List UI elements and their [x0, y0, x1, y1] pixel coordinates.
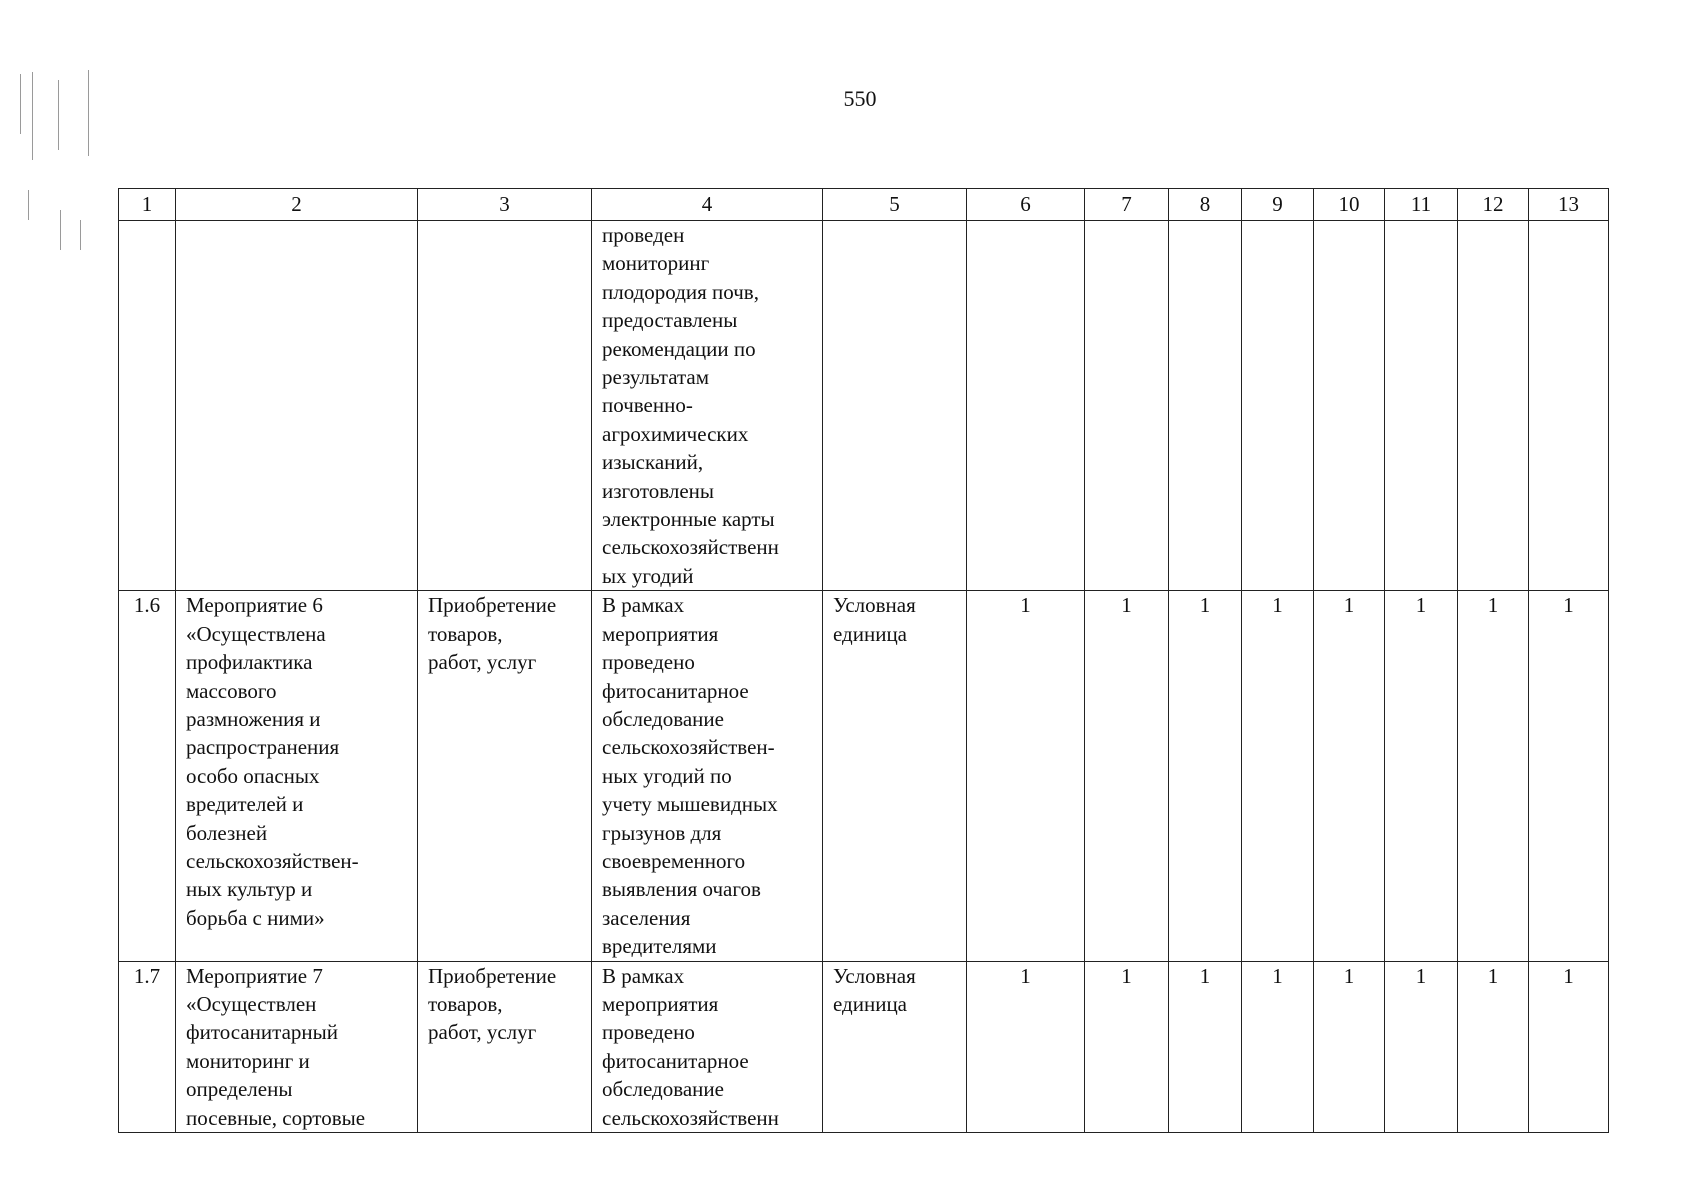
unit-cell: Условная единица [823, 591, 967, 961]
value-cell: 1 [1169, 961, 1242, 1132]
data-table [118, 188, 1609, 1133]
value-cell: 1 [1385, 961, 1458, 1132]
table-row [119, 221, 1609, 591]
value-cell [1314, 221, 1385, 591]
value-cell: 1 [1169, 591, 1242, 961]
description-cell: В рамках мероприятия проведено фитосанитарное обследование сельскохозяйствен- ных угодий по учету мышевидных грызунов для своевременного выявления очагов заселения вредителями [592, 591, 823, 961]
value-cell: 1 [1085, 591, 1169, 961]
value-cell [1529, 221, 1609, 591]
value-cell: 1 [1458, 961, 1529, 1132]
description-cell: проведен мониторинг плодородия почв, предоставлены рекомендации по результатам почвенно- агрохимических изысканий, изготовлены электронные карты сельскохозяйственн ых угодий [592, 221, 823, 591]
header-cell: 12 [1458, 189, 1529, 221]
unit-cell: Условная единица [823, 961, 967, 1132]
page-number: 550 [843, 86, 877, 111]
value-cell: 1 [1529, 591, 1609, 961]
value-cell [1169, 221, 1242, 591]
value-cell [1085, 221, 1169, 591]
value-cell: 1 [967, 961, 1085, 1132]
scan-artifact [18, 70, 98, 290]
event-name-cell [176, 221, 418, 591]
expense-type-cell: Приобретение товаров, работ, услуг [418, 591, 592, 961]
unit-cell [823, 221, 967, 591]
value-cell [1385, 221, 1458, 591]
value-cell: 1 [1314, 961, 1385, 1132]
value-cell: 1 [1242, 591, 1314, 961]
header-cell: 11 [1385, 189, 1458, 221]
header-cell: 3 [418, 189, 592, 221]
row-number-cell: 1.7 [119, 961, 176, 1132]
header-cell: 6 [967, 189, 1085, 221]
value-cell: 1 [1085, 961, 1169, 1132]
table-row [119, 961, 1609, 1132]
header-cell: 5 [823, 189, 967, 221]
value-cell [1242, 221, 1314, 591]
header-cell: 10 [1314, 189, 1385, 221]
header-cell: 9 [1242, 189, 1314, 221]
description-cell: В рамках мероприятия проведено фитосанитарное обследование сельскохозяйственн [592, 961, 823, 1132]
row-number-cell [119, 221, 176, 591]
value-cell [1458, 221, 1529, 591]
header-cell: 7 [1085, 189, 1169, 221]
value-cell: 1 [1385, 591, 1458, 961]
value-cell: 1 [967, 591, 1085, 961]
header-cell: 4 [592, 189, 823, 221]
header-cell: 1 [119, 189, 176, 221]
value-cell: 1 [1242, 961, 1314, 1132]
table-header-row [119, 189, 1609, 221]
expense-type-cell: Приобретение товаров, работ, услуг [418, 961, 592, 1132]
value-cell: 1 [1529, 961, 1609, 1132]
header-cell: 8 [1169, 189, 1242, 221]
header-cell: 2 [176, 189, 418, 221]
header-cell: 13 [1529, 189, 1609, 221]
value-cell [967, 221, 1085, 591]
expense-type-cell [418, 221, 592, 591]
event-name-cell: Мероприятие 7 «Осуществлен фитосанитарный мониторинг и определены посевные, сортовые [176, 961, 418, 1132]
table-row [119, 591, 1609, 961]
value-cell: 1 [1458, 591, 1529, 961]
row-number-cell: 1.6 [119, 591, 176, 961]
event-name-cell: Мероприятие 6 «Осуществлена профилактика массового размножения и распространения особо опасных вредителей и болезней сельскохозяйствен- ных культур и борьба с ними» [176, 591, 418, 961]
value-cell: 1 [1314, 591, 1385, 961]
